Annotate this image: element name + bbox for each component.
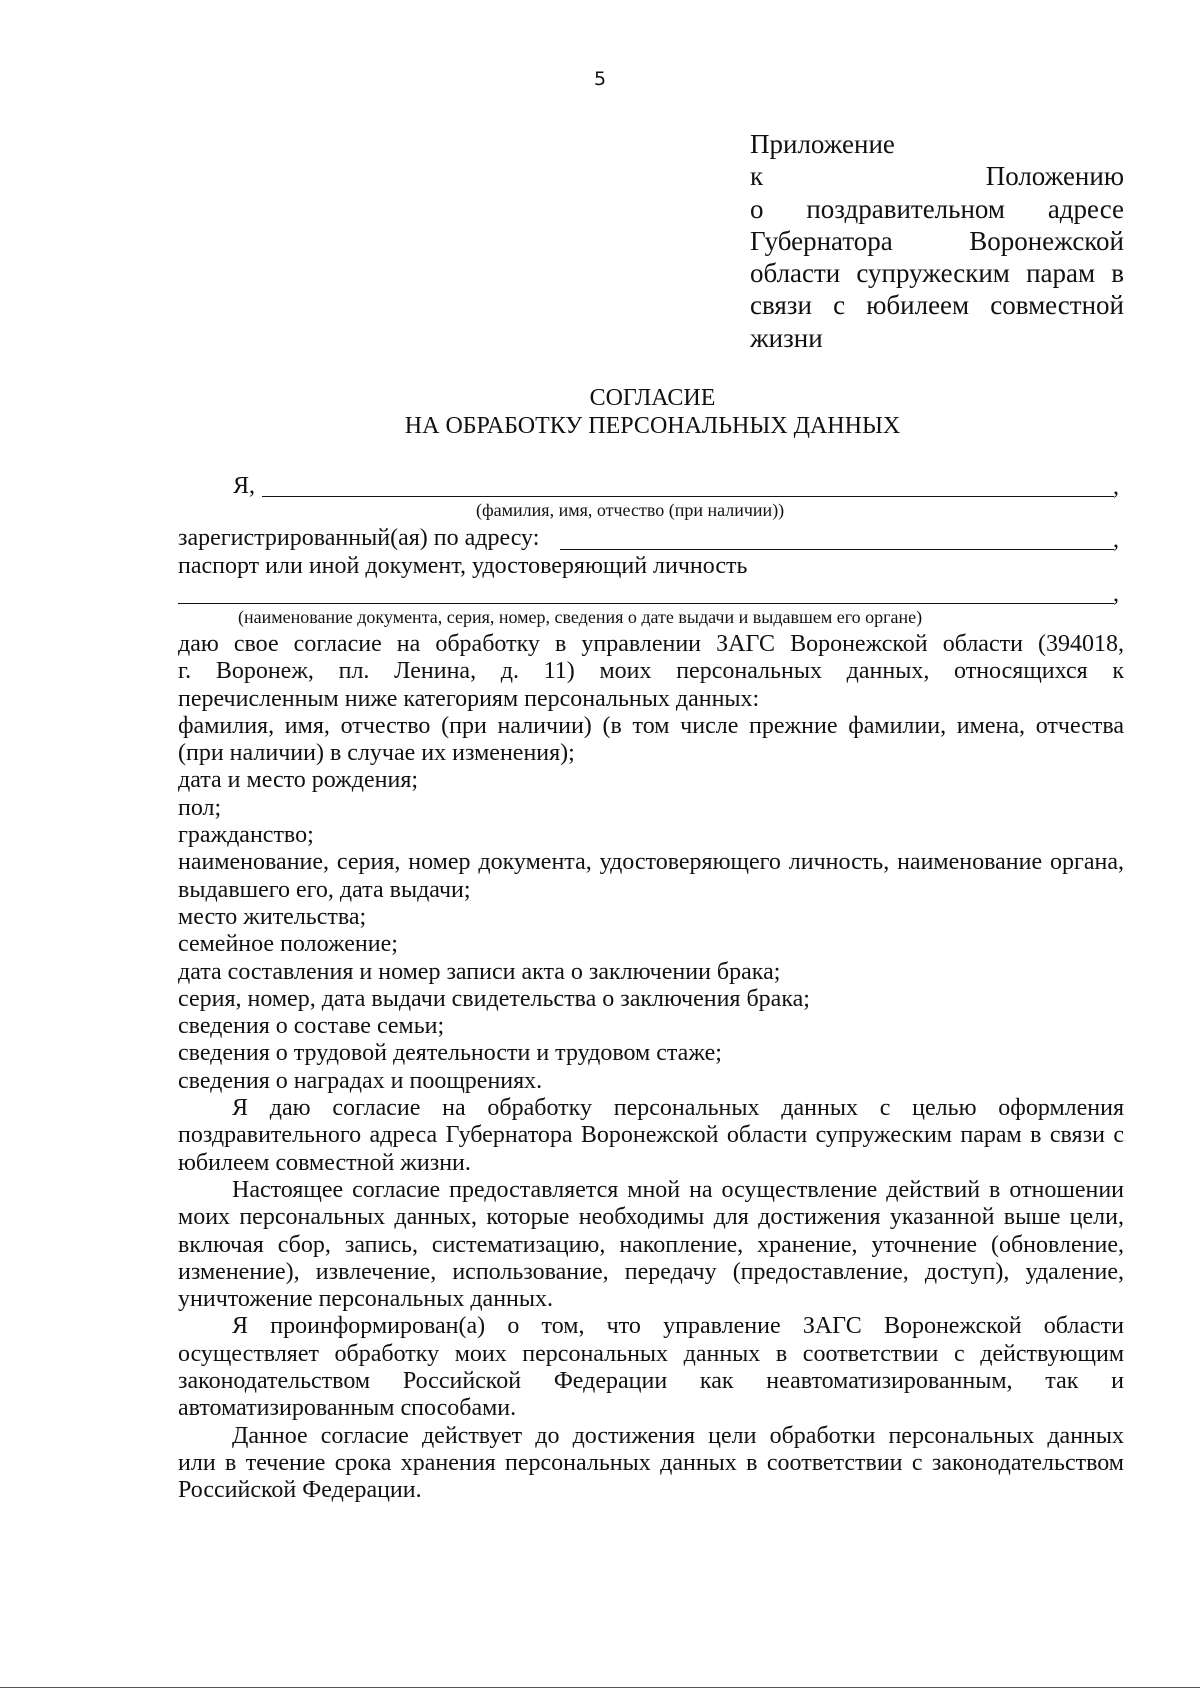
intro-line: г. Воронеж, пл. Ленина, д. 11) моих персональных данных, относящихся к	[178, 658, 1124, 685]
paragraph-actions-line: Настоящее согласие предоставляется мной на осуществление действий в отношении	[232, 1176, 1124, 1203]
address-field-line[interactable]	[560, 549, 1114, 550]
document-title	[0, 384, 1200, 440]
category-item: гражданство;	[178, 822, 314, 849]
appendix-line: о поздравительном адресе	[750, 193, 1124, 224]
category-item: место жительства;	[178, 903, 367, 930]
scan-edge-line	[0, 1687, 1200, 1688]
paragraph-purpose-line: Я даю согласие на обработку персональных данных с целью оформления	[232, 1095, 1124, 1122]
appendix-line: жизни	[750, 322, 823, 353]
page-number: 5	[593, 68, 607, 90]
intro-line: перечисленным ниже категориям персональных данных:	[178, 685, 760, 712]
appendix-line: Приложение	[750, 129, 895, 159]
passport-caption: (наименование документа, серия, номер, сведения о дате выдачи и выдавшем его органе)	[238, 607, 923, 627]
paragraph-term-line: Данное согласие действует до достижения цели обработки персональных данных	[232, 1422, 1124, 1449]
paragraph-informed-line: осуществляет обработку моих персональных данных в соответствии с действующим	[178, 1340, 1124, 1367]
paragraph-purpose-line: поздравительного адреса Губернатора Воронежской области супружеским парам в связи с	[178, 1122, 1124, 1149]
appendix-line: Губернатора Воронежской	[750, 225, 1124, 256]
appendix-line: области супружеским парам в	[750, 258, 1124, 289]
category-item: сведения о трудовой деятельности и трудовом стаже;	[178, 1040, 722, 1067]
category-item: сведения о составе семьи;	[178, 1013, 445, 1040]
title-line-1: СОГЛАСИЕ	[589, 385, 716, 411]
name-caption: (фамилия, имя, отчество (при наличии))	[476, 500, 785, 520]
category-item: серия, номер, дата выдачи свидетельства о заключения брака;	[178, 985, 810, 1012]
category-item: дата и место рождения;	[178, 767, 419, 794]
name-prefix: Я,	[233, 473, 256, 499]
category-item: выдавшего его, дата выдачи;	[178, 876, 471, 903]
consent-text	[178, 631, 1124, 1505]
paragraph-informed-line: законодательством Российской Федерации как неавтоматизированным, так и	[178, 1368, 1124, 1395]
paragraph-actions-line: включая сбор, запись, систематизацию, накопление, хранение, уточнение (обновление,	[178, 1231, 1124, 1258]
paragraph-informed-line: Я проинформирован(а) о том, что управление ЗАГС Воронежской области	[232, 1313, 1124, 1340]
name-field-line[interactable]	[262, 496, 1114, 497]
category-item: дата составления и номер записи акта о заключении брака;	[178, 958, 781, 985]
passport-label: паспорт или иной документ, удостоверяющий личность	[178, 553, 748, 579]
paragraph-actions-line: уничтожение персональных данных.	[178, 1286, 554, 1313]
paragraph-actions-line: изменение), извлечение, использование, передачу (предоставление, доступ), удаление,	[178, 1258, 1124, 1285]
passport-field-line[interactable]	[178, 603, 1114, 604]
category-item: наименование, серия, номер документа, удостоверяющего личность, наименование органа,	[178, 849, 1124, 876]
intro-line: даю свое согласие на обработку в управлении ЗАГС Воронежской области (394018,	[178, 631, 1124, 657]
appendix-line: связи с юбилеем совместной	[750, 290, 1124, 321]
passport-suffix: ,	[1113, 581, 1119, 607]
category-item: пол;	[178, 794, 222, 821]
paragraph-purpose-line: юбилеем совместной жизни.	[178, 1149, 471, 1176]
paragraph-informed-line: автоматизированным способами.	[178, 1395, 517, 1422]
paragraph-term-line: Российской Федерации.	[178, 1477, 422, 1504]
paragraph-actions-line: моих персональных данных, которые необходимы для достижения указанной выше цели,	[178, 1204, 1124, 1231]
appendix-block	[750, 128, 1124, 354]
appendix-line: к Положению	[750, 161, 1124, 192]
title-line-2: НА ОБРАБОТКУ ПЕРСОНАЛЬНЫХ ДАННЫХ	[404, 413, 901, 439]
address-label: зарегистрированный(ая) по адресу:	[178, 525, 540, 551]
name-suffix: ,	[1113, 474, 1119, 500]
category-item: фамилия, имя, отчество (при наличии) (в том числе прежние фамилии, имена, отчества	[178, 712, 1124, 739]
category-item: семейное положение;	[178, 931, 398, 958]
category-item: (при наличии) в случае их изменения);	[178, 740, 575, 767]
address-suffix: ,	[1113, 527, 1119, 553]
paragraph-term-line: или в течение срока хранения персональных данных в соответствии с законодательством	[178, 1449, 1124, 1476]
category-item: сведения о наградах и поощрениях.	[178, 1067, 543, 1094]
